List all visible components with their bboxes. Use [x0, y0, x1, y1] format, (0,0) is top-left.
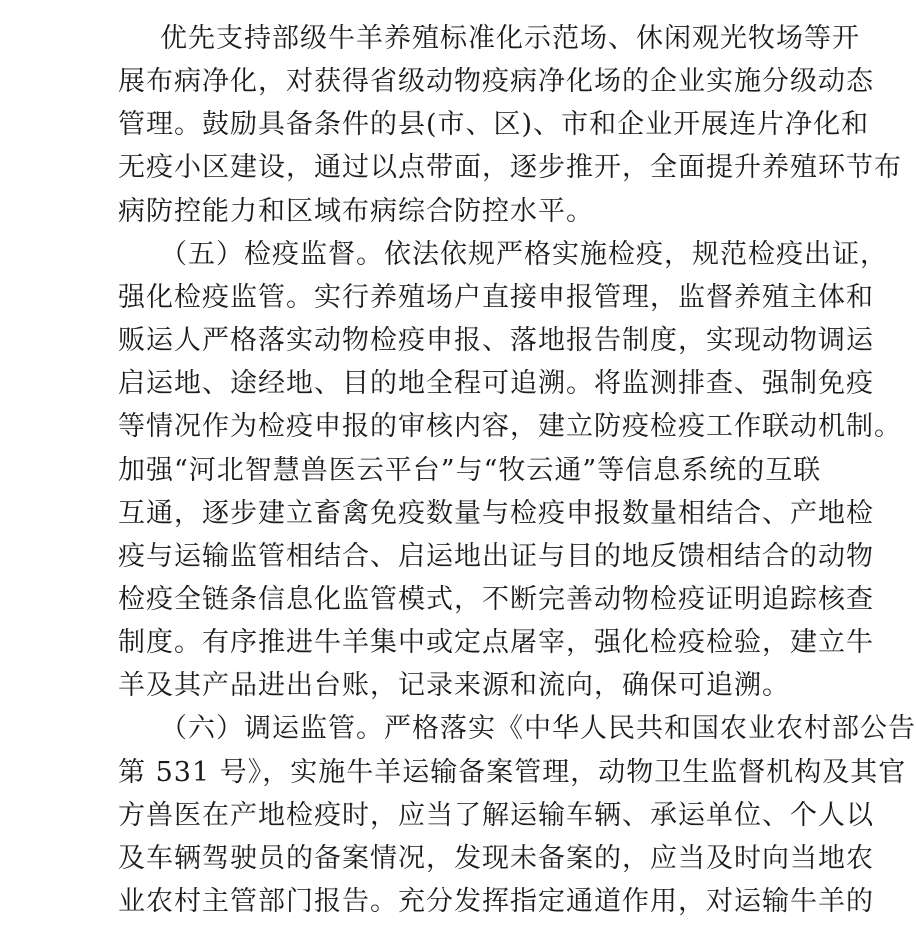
text-line: 强化检疫监管。实行养殖场户直接申报管理，监督养殖主体和	[118, 282, 874, 313]
section-heading-line: （五）检疫监督。依法依规严格实施检疫，规范检疫出证，	[160, 239, 888, 270]
text-line: 方兽医在产地检疫时，应当了解运输车辆、承运单位、个人以	[118, 800, 874, 831]
text-line: 管理。鼓励具备条件的县(市、区)、市和企业开展连片净化和	[118, 109, 870, 140]
text-line: 及车辆驾驶员的备案情况，发现未备案的，应当及时向当地农	[118, 843, 874, 874]
text-line: 贩运人严格落实动物检疫申报、落地报告制度，实现动物调运	[118, 325, 874, 356]
text-line: 疫与运输监管相结合、启运地出证与目的地反馈相结合的动物	[118, 541, 874, 572]
text-line: 羊及其产品进出台账，记录来源和流向，确保可追溯。	[118, 670, 790, 701]
text-line: 第 531 号》，实施牛羊运输备案管理，动物卫生监督机构及其官	[118, 757, 907, 788]
text-line: 无疫小区建设，通过以点带面，逐步推开，全面提升养殖环节布	[118, 152, 902, 183]
text-line: 病防控能力和区域布病综合防控水平。	[118, 196, 594, 227]
section-heading-line: （六）调运监管。严格落实《中华人民共和国农业农村部公告	[160, 713, 916, 744]
text-line: 制度。有序推进牛羊集中或定点屠宰，强化检疫检验，建立牛	[118, 627, 874, 658]
text-line: 互通，逐步建立畜禽免疫数量与检疫申报数量相结合、产地检	[118, 498, 874, 529]
text-line: 检疫全链条信息化监管模式，不断完善动物检疫证明追踪核查	[118, 584, 874, 615]
text-line: 加强“河北智慧兽医云平台”与“牧云通”等信息系统的互联	[118, 455, 822, 486]
text-line: 启运地、途经地、目的地全程可追溯。将监测排查、强制免疫	[118, 368, 874, 399]
text-line: 展布病净化，对获得省级动物疫病净化场的企业实施分级动态	[118, 66, 874, 97]
text-line: 等情况作为检疫申报的审核内容，建立防疫检疫工作联动机制。	[118, 411, 902, 442]
text-line: 优先支持部级牛羊养殖标准化示范场、休闲观光牧场等开	[160, 23, 860, 54]
text-line: 业农村主管部门报告。充分发挥指定通道作用，对运输牛羊的	[118, 886, 874, 917]
